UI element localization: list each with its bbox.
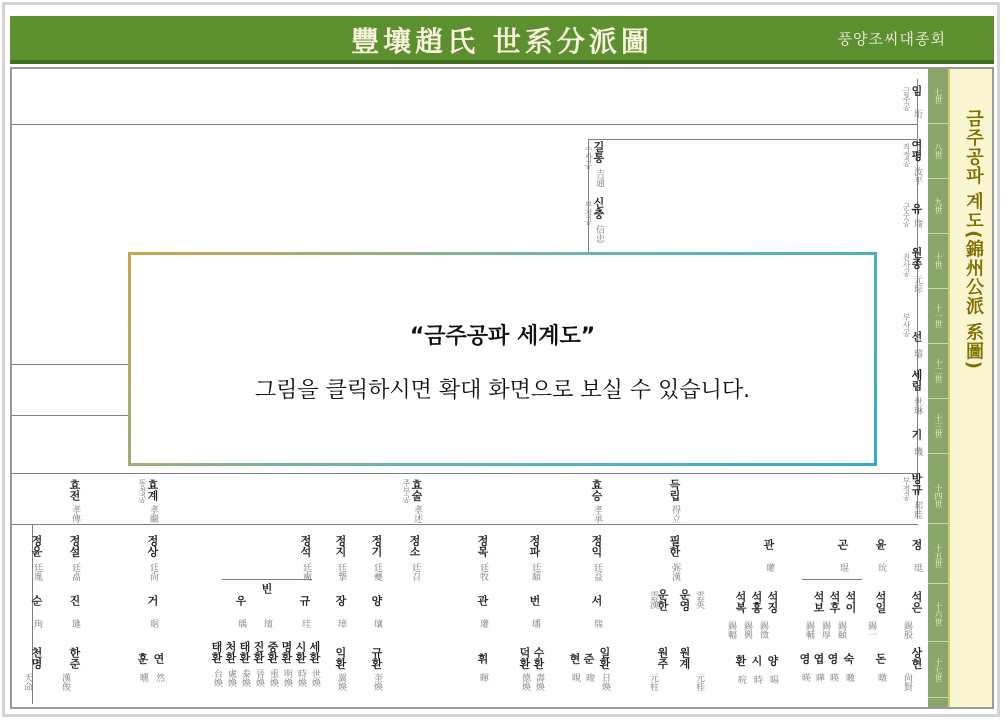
person-hanja: 元桂 [694,673,704,691]
person-hanja: 瓘 [478,619,488,628]
person-hanja: 德煥 [520,673,530,691]
person-title: 금주공 [902,87,911,111]
person-name: 원계 [678,647,691,669]
person-name: 명환 [280,641,293,663]
person-name: 정지 [334,535,347,557]
person-hanja: 處煥 [226,669,236,687]
branch-line [472,524,612,525]
person-name: 규환 [370,647,383,669]
person-name: 필한 [668,535,681,557]
person-name: 유 [910,203,923,214]
person-hanja: 晉煥 [254,669,264,687]
person-hanja: 孝承 [592,505,602,523]
person-title: 부정공 [902,477,911,501]
person-hanja: 汝平 [912,167,922,185]
person-hanja: 雲漢 [648,591,658,609]
person-hanja: 吉通 [594,169,604,187]
person-hanja: 暉 [478,673,488,682]
person-hanja: 璣 [912,447,922,456]
person-name: 효승 [590,479,603,501]
person-name: 태환 [238,641,251,663]
branch-line [295,524,425,525]
person-name: 세환 [308,641,321,663]
person-name: 순 [30,595,43,606]
person-name: 태환 [210,641,223,663]
person-name: 원종 [910,247,923,269]
overlay-message: 그림을 클릭하시면 확대 화면으로 보실 수 있습니다. [254,378,751,403]
person-name: 효술 [410,479,423,501]
generation-label: 十七世 [928,643,948,698]
person-name: 길통 [592,141,605,163]
person-hanja: 錫頤 [836,621,846,639]
page-title: 豐壤趙氏 世系分派圖 [351,25,653,58]
person-name: 신충 [592,197,605,219]
person-hanja: 瑜 [912,219,922,228]
person-name: 원주 [656,647,669,669]
person-name: 석은 [910,591,923,613]
generation-label: 九世 [928,179,948,234]
person-name: 석징 [766,591,779,613]
person-hanja: 錫厚 [820,621,830,639]
person-title: 주부공 [402,479,411,503]
person-name: 석일 [874,591,887,613]
zoom-prompt-overlay[interactable] [128,252,877,466]
branch-line [588,139,918,140]
person-hanja: 漢俊 [60,673,70,691]
person-hanja: 曒 [844,673,854,682]
person-name: 현 [568,653,581,664]
person-name: 덕환 [518,647,531,669]
person-hanja: 孝繼 [148,505,158,523]
person-name: 처환 [224,641,237,663]
person-name: 정상 [146,535,159,557]
person-hanja: 廷牧 [478,563,488,581]
person-hanja: 瓖 [372,619,382,628]
person-name: 정목 [476,535,489,557]
person-name: 세림 [910,369,923,391]
person-name: 효전 [68,479,81,501]
side-title-panel [948,69,994,709]
person-hanja: 璸 [262,619,272,628]
person-name: 서 [590,595,603,606]
person-hanja: 弼漢 [670,563,680,581]
person-name: 일환 [598,647,611,669]
person-name: 진환 [252,641,265,663]
person-hanja: 錫輻 [726,621,736,639]
person-hanja: 璡 [70,619,80,628]
person-hanja: 奎煥 [372,673,382,691]
person-hanja: 廷召 [410,563,420,581]
person-hanja: 壽煥 [534,673,544,691]
generation-label: 八世 [928,124,948,179]
generation-label: 七世 [928,69,948,124]
person-name: 운영 [678,589,691,611]
person-name: 훈 [136,653,149,664]
person-name: 규 [298,595,311,606]
person-hanja: 錫徵 [758,621,768,639]
person-name: 숙 [842,653,855,664]
person-hanja: 璋 [336,619,346,628]
person-title: 직정공 [902,143,911,167]
person-hanja: 廷摯 [336,563,346,581]
person-name: 석이 [844,591,857,613]
branch-line [12,415,142,416]
person-hanja: 廷尙 [148,563,158,581]
branch-line [12,473,917,474]
person-hanja: 邦珪 [912,501,922,519]
branch-line [762,524,918,525]
person-hanja: 晛 [570,673,580,682]
person-name: 기 [910,429,923,440]
person-name: 시환 [294,641,307,663]
person-hanja: 廷奭 [301,563,311,581]
person-hanja: 日煥 [600,673,610,691]
person-hanja: 暎 [800,673,810,682]
person-name: 진 [68,595,81,606]
person-name: 석복 [734,591,747,613]
person-name: 석홍 [750,591,763,613]
person-hanja: 時 [752,675,762,684]
person-name: 득립 [668,479,681,501]
generation-column [928,69,948,709]
person-hanja: 世琳 [912,397,922,415]
person-hanja: 瑀 [236,619,246,628]
person-name: 정기 [370,535,383,557]
branch-line [12,364,142,365]
person-hanja: 錫殷 [902,621,912,639]
person-title: 통정공 [138,479,147,503]
person-name: 번 [528,595,541,606]
person-hanja: 廷頗 [530,563,540,581]
person-name: 여평 [910,139,923,161]
person-hanja: 玧 [876,563,886,572]
person-hanja: 元柱 [648,673,658,691]
person-hanja: 珽 [912,563,922,572]
generation-label: 十一世 [928,289,948,344]
side-title: 금주공파 계도(錦州公派 系圖) [963,109,984,370]
person-name: 정 [910,539,923,550]
person-name: 양 [370,595,383,606]
person-name: 곤 [836,539,849,550]
person-hanja: 重煥 [268,669,278,687]
person-name: 효계 [146,479,159,501]
person-hanja: 晥 [736,675,746,684]
person-name: 한준 [68,647,81,669]
generation-label: 十世 [928,234,948,289]
generation-label: 十四世 [928,469,948,524]
person-hanja: 琨 [838,563,848,572]
person-hanja: 暾 [876,673,886,682]
person-name: 거 [146,595,159,606]
person-hanja: 然 [154,673,164,682]
branch-line [802,579,862,580]
person-name: 연 [152,653,165,664]
person-hanja: 錫輔 [804,621,814,639]
person-name: 엽 [812,653,825,664]
person-hanja: 天命 [22,673,32,691]
person-title: 부사공 [902,313,911,337]
generation-label: 十二世 [928,344,948,399]
person-hanja: 台煥 [212,669,222,687]
person-name: 시 [750,655,763,666]
person-title: 부정공 [584,201,593,225]
organization-name: 풍양조씨대종회 [837,30,946,48]
person-name: 관 [762,539,775,550]
person-hanja: 尙賢 [902,673,912,691]
person-name: 방규 [910,473,923,495]
generation-label: 十五世 [928,529,948,584]
person-name: 영 [826,653,839,664]
person-hanja: 明煥 [282,669,292,687]
generation-label: 十六世 [928,587,948,642]
person-hanja: 曄 [814,673,824,682]
person-hanja: 廷卨 [70,563,80,581]
person-hanja: 暘 [768,675,778,684]
person-name: 임 [910,85,923,96]
person-hanja: 孝述 [412,505,422,523]
overlay-title: “금주공파 세계도” [409,324,596,349]
person-hanja: 晙 [584,673,594,682]
person-hanja: 孝傳 [70,505,80,523]
person-name: 석후 [828,591,841,613]
person-hanja: 廷胤 [32,563,42,581]
person-name: 휘 [476,653,489,664]
person-title: 수사공 [584,145,593,169]
person-name: 정설 [68,535,81,557]
person-name: 중환 [266,641,279,663]
person-hanja: 泰煥 [240,669,250,687]
person-hanja: 瓘 [764,563,774,572]
person-hanja: 雲英 [694,591,704,609]
person-hanja: 璿 [912,349,922,358]
person-name: 정파 [528,535,541,557]
person-hanja: 瑞 [592,619,602,628]
person-name: 수환 [532,647,545,669]
person-hanja: 珪 [300,619,310,628]
person-hanja: 翼煥 [336,673,346,691]
person-hanja: 時煥 [296,669,306,687]
person-name: 정익 [590,535,603,557]
person-hanja: 元琮 [912,275,922,293]
person-name: 정윤 [30,535,43,557]
person-name: 상현 [910,647,923,669]
person-name: 환 [734,655,747,666]
person-hanja: 廷益 [592,563,602,581]
person-name: 양 [766,655,779,666]
person-hanja: 信忠 [594,225,604,243]
person-name: 영 [798,653,811,664]
person-name: 선 [910,331,923,342]
person-hanja: 錫興 [742,621,752,639]
person-hanja: 錫一 [866,621,876,639]
person-title: 진사공 [902,253,911,277]
person-name: 석보 [812,591,825,613]
generation-label: 十三世 [928,399,948,454]
person-name: 운한 [656,589,669,611]
person-hanja: 曛 [138,673,148,682]
person-name: 돈 [874,653,887,664]
header-banner [10,16,994,64]
person-name: 장 [334,595,347,606]
person-hanja: 珣 [32,619,42,628]
person-hanja: 璠 [530,619,540,628]
person-hanja: 暎 [828,673,838,682]
person-hanja: 珩 [912,109,922,118]
person-hanja: 廷夔 [372,563,382,581]
person-name: 관 [476,595,489,606]
person-name: 빈 [260,583,273,594]
person-hanja: 世煥 [310,669,320,687]
person-name: 정소 [408,535,421,557]
branch-line [12,124,917,125]
person-name: 정석 [299,535,312,557]
person-name: 우 [234,595,247,606]
person-name: 윤 [874,539,887,550]
person-hanja: 琚 [148,619,158,628]
person-name: 천명 [30,647,43,669]
person-title: 군수공 [902,203,911,227]
person-name: 익환 [334,647,347,669]
person-hanja: 得立 [670,505,680,523]
person-name: 준 [582,653,595,664]
